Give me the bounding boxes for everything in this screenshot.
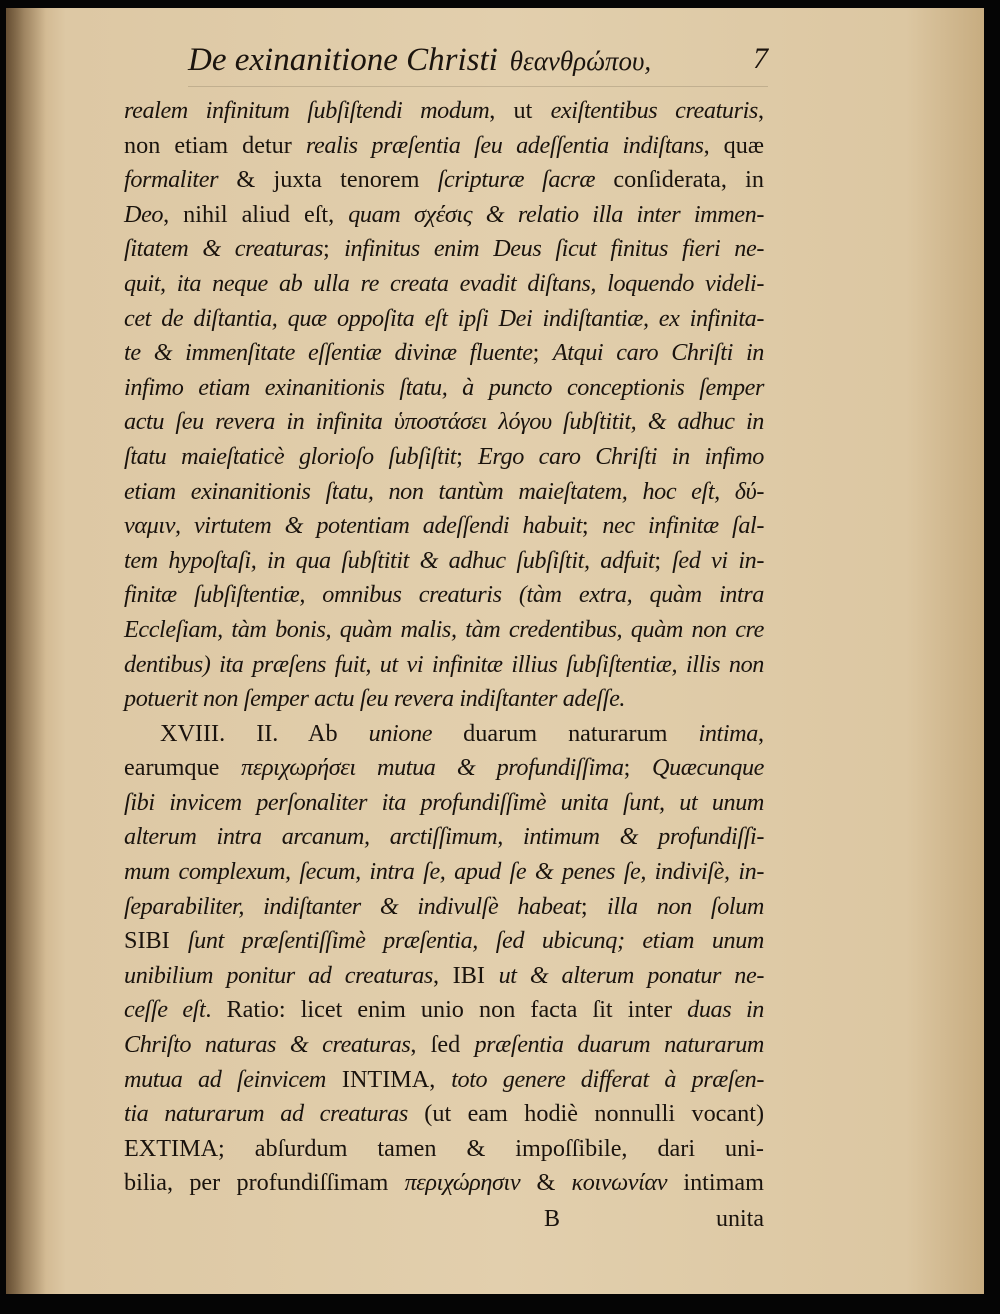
text-block xyxy=(124,94,765,1232)
italic-text: præſentia duarum naturarum xyxy=(474,1031,764,1059)
text-line xyxy=(124,544,764,579)
text-line xyxy=(124,820,764,855)
italic-text: ſtatu maieſtaticè glorioſo ſubſiſtit xyxy=(124,442,457,470)
italic-text: tia naturarum ad creaturas xyxy=(124,1100,408,1128)
italic-text: intima xyxy=(698,719,758,747)
text-line xyxy=(124,163,764,198)
italic-text: mutua ad ſeinvicem xyxy=(124,1065,326,1093)
roman-text: , ſed xyxy=(410,1031,475,1059)
gutter-shadow xyxy=(6,8,46,1294)
roman-text: ; xyxy=(580,892,608,920)
text-line xyxy=(124,509,764,544)
italic-text: toto genere differat à præſen- xyxy=(451,1065,765,1093)
italic-text: ſcripturæ ſacræ xyxy=(437,166,596,194)
text-line xyxy=(124,232,764,267)
italic-text: realis præſentia ſeu adeſſentia indiſtans xyxy=(305,131,704,159)
italic-text: te & immenſitate eſſentiæ divinæ fluente xyxy=(124,339,533,367)
italic-text: quit, ita neque ab ulla re creata evadit diſtans, loquendo videli- xyxy=(124,269,764,297)
italic-text: Quæcunque xyxy=(652,754,764,782)
text-line xyxy=(124,1063,764,1098)
text-line xyxy=(124,682,764,717)
italic-text: exiſtentibus creaturis xyxy=(550,97,758,124)
italic-text: κοινωνίαν xyxy=(571,1169,668,1197)
roman-text: ; xyxy=(456,442,479,470)
roman-text: ; xyxy=(654,546,673,574)
text-line xyxy=(124,475,764,510)
italic-text: quam σχέσις & relatio illa inter immen- xyxy=(348,200,764,228)
text-line xyxy=(124,267,764,302)
roman-text: non etiam detur xyxy=(124,131,306,159)
italic-text: formaliter xyxy=(124,166,219,194)
text-line xyxy=(124,1132,764,1167)
roman-text: & xyxy=(520,1169,572,1197)
roman-text: ; xyxy=(323,235,345,263)
italic-text: ναμιν, virtutem & potentiam adeſſendi habuit xyxy=(124,512,582,540)
roman-text: , xyxy=(757,719,764,747)
italic-text: Eccleſiam, tàm bonis, quàm malis, tàm credentibus, quàm non cre xyxy=(124,615,764,643)
roman-text: , ut xyxy=(489,97,551,124)
running-header xyxy=(188,42,768,87)
roman-text: INTIMA, xyxy=(325,1065,452,1093)
roman-text: , nihil aliud eſt, xyxy=(163,200,349,228)
italic-text: Atqui caro Chriſti in xyxy=(552,339,764,367)
italic-text: Ergo caro Chriſti in infimo xyxy=(478,442,764,470)
italic-text: ut & alterum ponatur ne- xyxy=(498,961,764,989)
text-line xyxy=(124,1028,764,1063)
text-line xyxy=(124,751,764,786)
italic-text: ſunt præſentiſſimè præſentia, ſed ubicunq; etiam unum xyxy=(187,927,764,955)
roman-text: bilia, per profundiſſimam xyxy=(124,1169,405,1197)
text-line xyxy=(124,94,764,129)
italic-text: ſibi invicem perſonaliter ita profundiſſimè unita ſunt, ut unum xyxy=(124,788,764,816)
catchline xyxy=(124,1202,764,1236)
text-line xyxy=(124,578,764,613)
text-line xyxy=(124,198,764,233)
text-line xyxy=(124,959,764,994)
italic-text: tem hypoſtaſi, in qua ſubſtitit & adhuc ſubſiſtit, adfuit xyxy=(124,546,655,574)
italic-text: ceſſe eſt xyxy=(124,996,206,1024)
italic-text: infimo etiam exinanitionis ſtatu, à puncto conceptionis ſemper xyxy=(124,373,764,401)
italic-text: alterum intra arcanum, arctiſſimum, intimum & profundiſſi- xyxy=(124,823,764,851)
italic-text: ſeparabiliter, indiſtanter & indivulſè habeat xyxy=(124,892,581,920)
italic-text: dentibus) ita præſens fuit, ut vi infinitæ illius ſubſiſtentiæ, illis non xyxy=(124,650,764,678)
page-number: 7 xyxy=(753,42,768,75)
signature-mark: B xyxy=(544,1206,561,1232)
roman-text: conſiderata, in xyxy=(595,166,764,194)
text-line xyxy=(124,993,764,1028)
roman-text: duarum naturarum xyxy=(432,719,699,747)
roman-text: EXTIMA; abſurdum tamen & impoſſibile, dari uni- xyxy=(124,1134,764,1162)
running-title-greek: θεανθρώπου, xyxy=(509,46,652,76)
roman-text: SIBI xyxy=(124,927,188,955)
roman-text: , IBI xyxy=(432,961,499,989)
text-line xyxy=(124,129,764,164)
italic-text: finitæ ſubſiſtentiæ, omnibus creaturis (tàm extra, quàm intra xyxy=(124,581,764,609)
text-line xyxy=(124,1097,764,1132)
book-page xyxy=(6,8,984,1294)
text-line xyxy=(124,717,764,752)
roman-text: earumque xyxy=(124,754,242,782)
italic-text: etiam exinanitionis ſtatu, non tantùm maieſtatem, hoc eſt, δύ- xyxy=(124,477,764,505)
italic-text: actu ſeu revera in infinita ὑποστάσει λόγου ſubſtitit, & adhuc in xyxy=(124,408,764,436)
italic-text: infinitus enim Deus ſicut finitus fieri ne- xyxy=(344,235,764,263)
italic-text: περιχώρησιν xyxy=(404,1169,521,1197)
italic-text: ſed vi in- xyxy=(672,546,764,574)
text-line xyxy=(124,855,764,890)
text-line xyxy=(124,440,764,475)
catchword: unita xyxy=(716,1206,764,1232)
roman-text: , xyxy=(757,97,764,124)
text-line xyxy=(124,302,764,337)
italic-text: cet de diſtantia, quæ oppoſita eſt ipſi Dei indiſtantiæ, ex infinita- xyxy=(124,304,764,332)
italic-text: potuerit non ſemper actu ſeu revera indiſtanter adeſſe. xyxy=(124,685,626,713)
roman-text: ; xyxy=(532,339,553,367)
text-line xyxy=(124,890,764,925)
italic-text: mum complexum, ſecum, intra ſe, apud ſe & penes ſe, indiviſè, in- xyxy=(124,858,764,886)
text-line xyxy=(124,924,764,959)
italic-text: ſitatem & creaturas xyxy=(124,235,323,263)
text-line xyxy=(124,648,764,683)
roman-text: intimam xyxy=(667,1169,764,1197)
italic-text: Chriſto naturas & creaturas xyxy=(124,1031,411,1059)
roman-text: ; xyxy=(581,512,603,540)
running-title: De exinanitione Christi xyxy=(188,42,498,78)
italic-text: nec infinitæ ſal- xyxy=(602,512,764,540)
text-line xyxy=(124,336,764,371)
italic-text: unione xyxy=(368,719,433,747)
text-line xyxy=(124,371,764,406)
roman-text: , quæ xyxy=(703,131,764,159)
roman-text: ; xyxy=(623,754,653,782)
roman-text: (ut eam hodiè nonnulli vocant) xyxy=(407,1100,765,1128)
roman-text: XVIII. II. Ab xyxy=(160,719,369,747)
roman-text: & juxta tenorem xyxy=(218,166,438,194)
italic-text: Deo xyxy=(124,200,164,228)
italic-text: περιχωρήσει mutua & profundiſſima xyxy=(241,754,624,782)
roman-text: . Ratio: licet enim unio non facta ſit inter xyxy=(205,996,688,1024)
text-line xyxy=(124,613,764,648)
text-line xyxy=(124,1166,764,1201)
italic-text: realem infinitum ſubſiſtendi modum xyxy=(124,97,490,124)
italic-text: duas in xyxy=(687,996,764,1024)
text-line xyxy=(124,405,764,440)
italic-text: illa non ſolum xyxy=(607,892,764,920)
italic-text: unibilium ponitur ad creaturas xyxy=(124,961,433,989)
text-line xyxy=(124,786,764,821)
